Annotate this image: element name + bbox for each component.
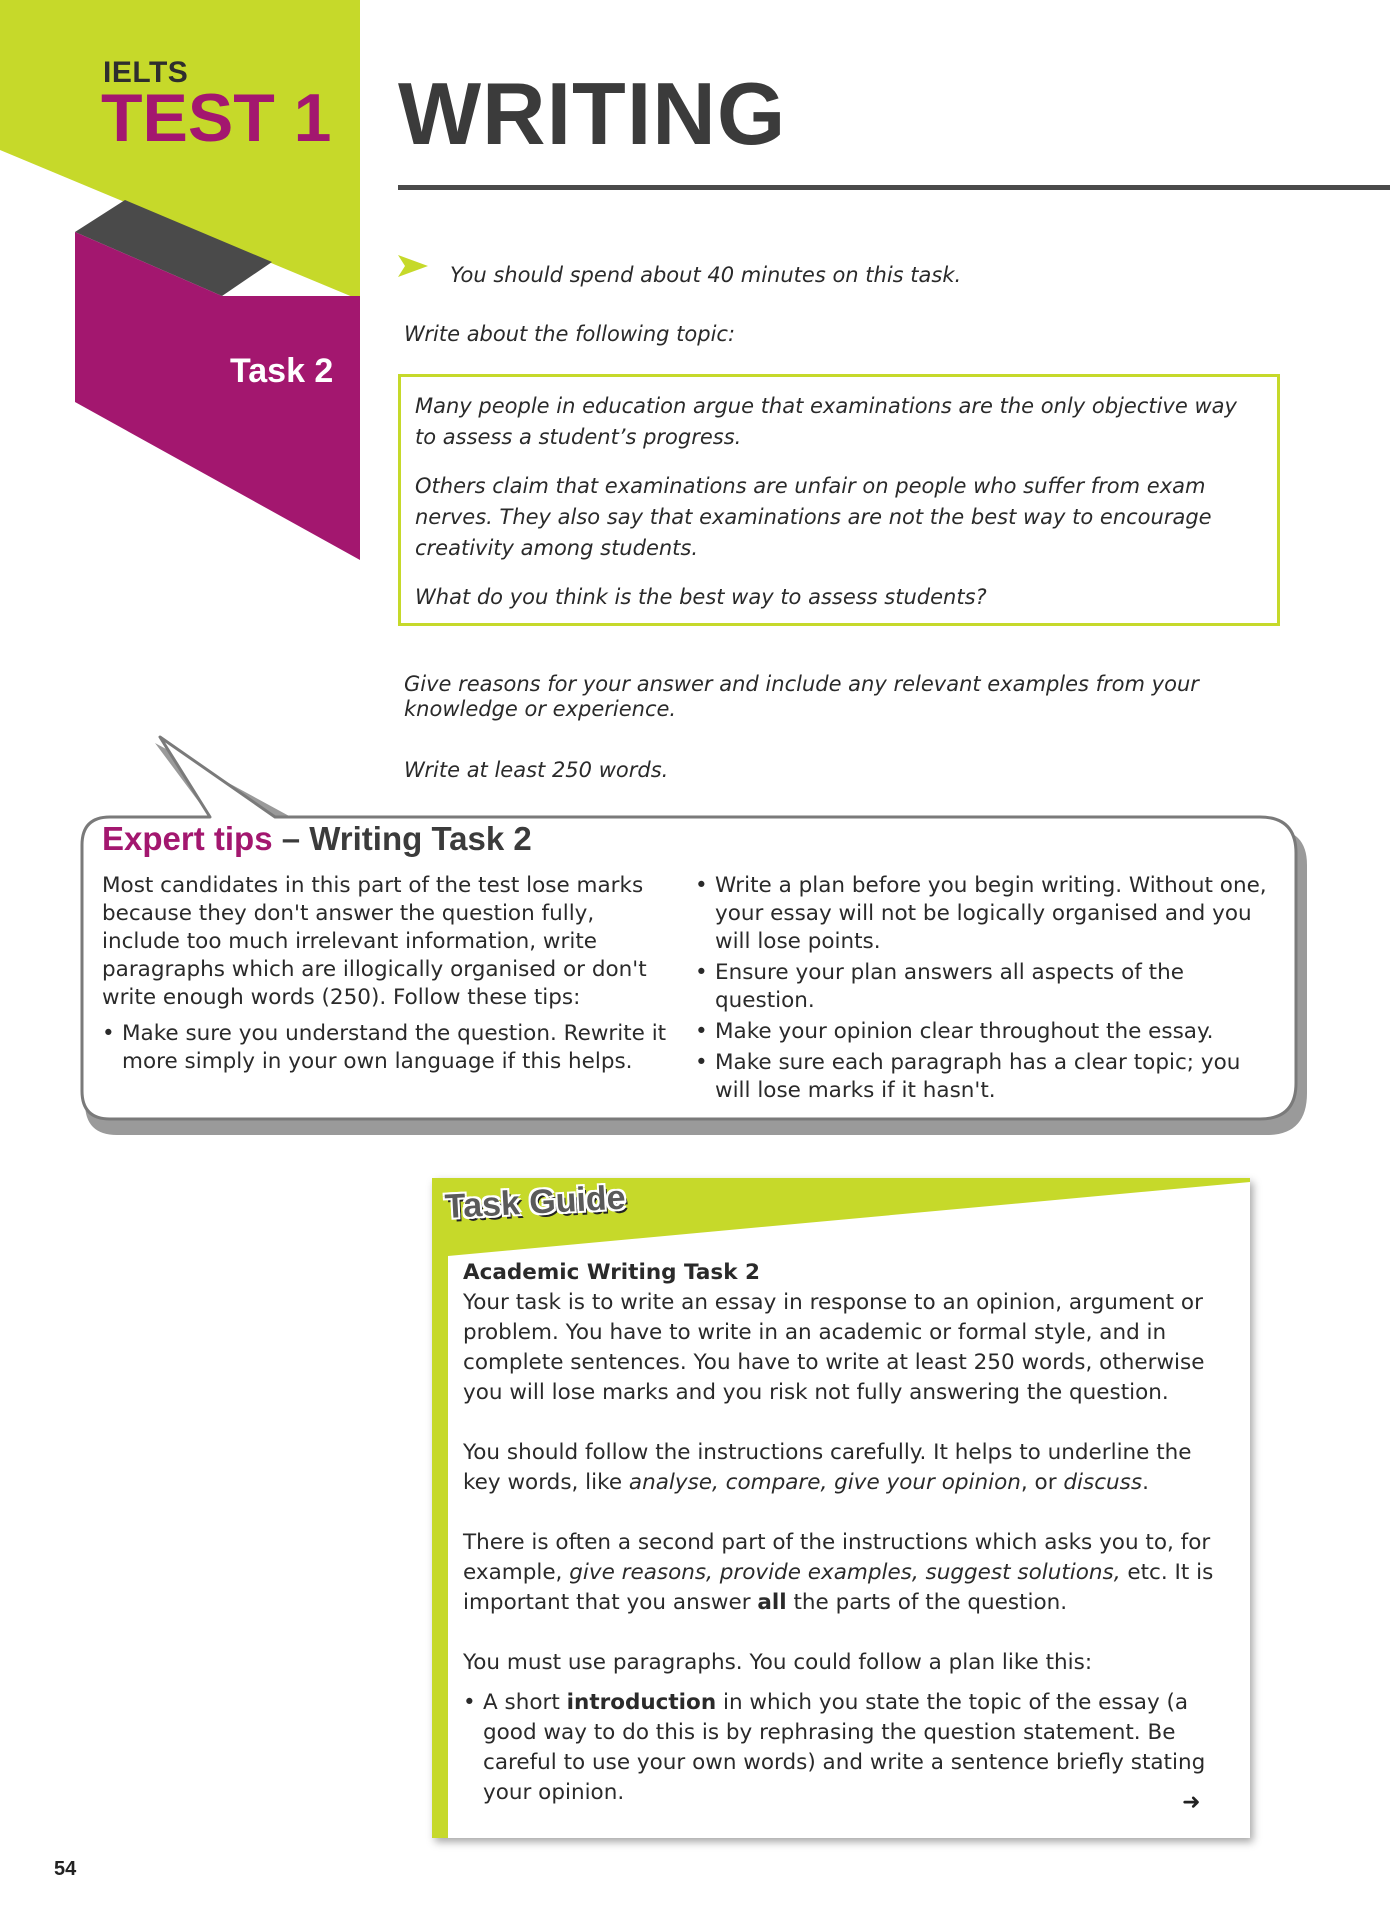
task-guide-content [463,1258,1223,1808]
topic-paragraph: Many people in education argue that examinations are the only objective way to assess a student’s progress. [415,394,1237,449]
tip-item: • Make sure each paragraph has a clear topic; you will lose marks if it hasn't. [695,1049,1275,1105]
task-guide-bullet: • A short introduction in which you state the topic of the essay (a good way to do this is by rephrasing the question statement. Be careful to use your own words) and write a sentence briefly stating your opinion. [463,1688,1223,1808]
task-guide-subtitle: Academic Writing Task 2 [463,1260,760,1285]
topic-box [398,374,1280,626]
expert-tips-subject: – Writing Task 2 [272,820,532,857]
continue-arrow-icon: ➜ [1182,1790,1201,1815]
tip-item: • Ensure your plan answers all aspects of the question. [695,959,1275,1015]
ielts-label: IELTS [103,56,189,89]
word-count-instruction: Write at least 250 words. [404,758,669,782]
topic-intro: Write about the following topic: [404,322,736,346]
arrow-right-icon [398,255,428,277]
tip-item: • Write a plan before you begin writing. Without one, your essay will not be logically organised and you will lose points. [695,872,1275,956]
expert-tips-left-column [102,872,667,1079]
title-divider [398,185,1390,190]
test-number-label: TEST 1 [101,80,332,156]
expert-tips-heading [102,820,532,858]
expert-tips-right-column [695,872,1275,1108]
task-guide-lime-edge [432,1178,448,1838]
tip-item: • Make sure you understand the question. Rewrite it more simply in your own language if this helps. [102,1020,667,1076]
task-number-label: Task 2 [230,352,334,390]
task-guide-paragraph: You must use paragraphs. You could follow a plan like this: [463,1650,1093,1675]
topic-paragraph: Others claim that examinations are unfair on people who suffer from exam nerves. They also say that examinations are not the best way to encourage creativity among students. [415,474,1212,560]
task-guide-paragraph: Your task is to write an essay in response to an opinion, argument or problem. You have to write in an academic or formal style, and in complete sentences. You have to write at least 250 words, otherwise you will lose marks and you risk not fully answering the question. [463,1290,1205,1405]
page-number: 54 [54,1858,77,1880]
task-guide-title: Task Guide [443,1178,627,1227]
time-instruction: You should spend about 40 minutes on this task. [450,263,962,287]
topic-question: What do you think is the best way to assess students? [415,585,987,609]
expert-tips-intro: Most candidates in this part of the test lose marks because they don't answer the question fully, include too much irrelevant information, write paragraphs which are illogically organised or don't write enough words (250). Follow these tips: [102,873,647,1010]
task-guide-paragraph: You should follow the instructions carefully. It helps to underline the key words, like analyse, compare, give your opinion, or discuss. [463,1440,1192,1495]
expert-tips-accent: Expert tips [102,820,273,857]
page-title: WRITING [398,64,787,163]
task-guide-paragraph: There is often a second part of the instructions which asks you to, for example, give reasons, provide examples, suggest solutions, etc. It is important that you answer all the parts of the question. [463,1530,1214,1615]
tip-item: • Make your opinion clear throughout the essay. [695,1018,1275,1046]
reasons-instruction: Give reasons for your answer and include any relevant examples from your knowledge or experience. [404,672,1199,721]
